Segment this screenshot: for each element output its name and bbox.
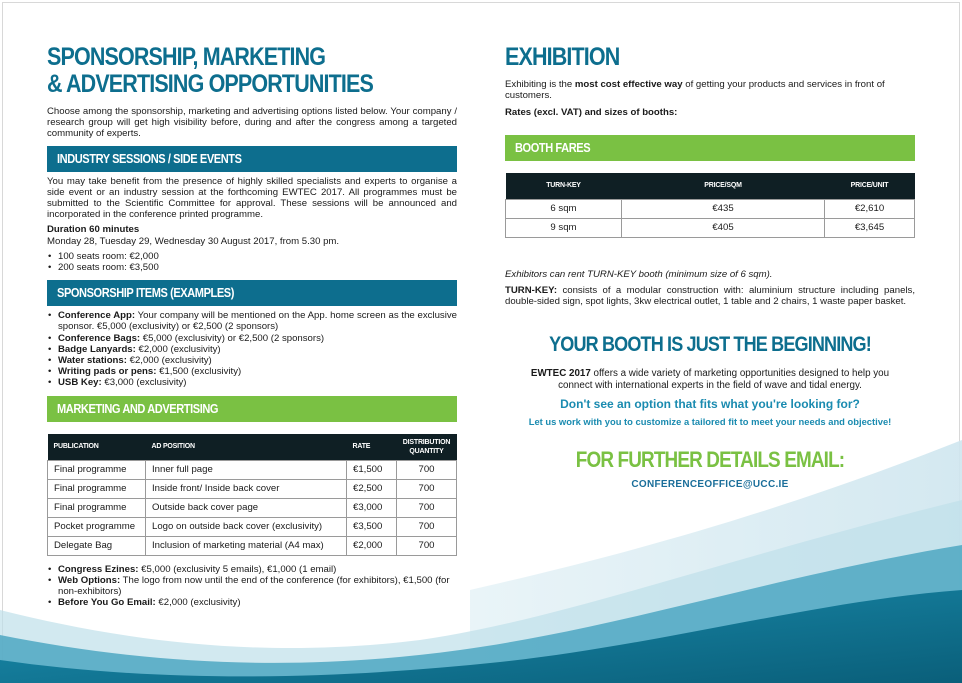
list-item: • Web Options: The logo from now until the end of the conference (for exhibitors), €1,500 (for non-exhibitors) [58, 575, 457, 597]
table-cell: Inclusion of marketing material (A4 max) [146, 536, 347, 555]
column-header: RATE [347, 434, 397, 461]
list-item: • 100 seats room: €2,000 [58, 251, 457, 262]
column-header: PRICE/UNIT [825, 173, 915, 200]
table-row [48, 460, 457, 479]
table-cell: €435 [622, 199, 825, 218]
table-cell: €405 [622, 218, 825, 237]
table-row [506, 218, 915, 237]
table-cell: €2,610 [825, 199, 915, 218]
column-header: DISTRIBUTION QUANTITY [397, 434, 457, 461]
extras-list [47, 564, 457, 609]
dates-text: Monday 28, Tuesday 29, Wednesday 30 August 2017, from 5.30 pm. [47, 235, 340, 247]
table-row [506, 199, 915, 218]
list-item: • Before You Go Email: €2,000 (exclusivity) [58, 597, 457, 608]
turnkey-note: Exhibitors can rent TURN-KEY booth (minimum size of 6 sqm). [505, 268, 773, 280]
left-column [47, 44, 457, 608]
list-item: • Congress Ezines: €5,000 (exclusivity 5 emails), €1,000 (1 email) [58, 564, 457, 575]
marketing-heading: MARKETING AND ADVERTISING [47, 396, 457, 422]
sponsorship-list [47, 310, 457, 388]
table-cell: Logo on outside back cover (exclusivity) [146, 517, 347, 536]
contact-email-link[interactable]: CONFERENCEOFFICE@UCC.IE [631, 479, 789, 491]
list-item: • 200 seats room: €3,500 [58, 262, 457, 273]
table-cell: Final programme [48, 460, 146, 479]
table-cell: €2,000 [347, 536, 397, 555]
column-header: PUBLICATION [48, 434, 146, 461]
column-header: AD POSITION [146, 434, 347, 461]
table-cell: 9 sqm [506, 218, 622, 237]
industry-text: You may take benefit from the presence of highly skilled specialists and experts to organise a side event or an industry session at the forthcoming EWTEC 2017. All programmes must be submitted to the Scientific Committee for approval. These sessions will be announced and incorporated in the conference printed programme. [47, 175, 457, 221]
list-item: • USB Key: €3,000 (exclusivity) [58, 377, 457, 388]
table-cell: Inside front/ Inside back cover [146, 479, 347, 498]
table-header-row [48, 434, 457, 461]
table-cell: 700 [397, 479, 457, 498]
exhibition-intro: Exhibiting is the most cost effective way of getting your products and services in front of customers. [505, 79, 885, 102]
cta-block [505, 333, 915, 490]
rooms-list [47, 251, 457, 273]
table-cell: Outside back cover page [146, 498, 347, 517]
table-row [48, 536, 457, 555]
sponsorship-items-heading: SPONSORSHIP ITEMS (EXAMPLES) [47, 280, 457, 306]
column-header: TURN-KEY [506, 173, 622, 200]
booth-table [505, 173, 915, 238]
turnkey-description: TURN-KEY: consists of a modular construction with: aluminium structure including panels, double-sided sign, spot lights, 3kw electrical outlet, 1 table and 2 chairs, 1 waste paper basket. [505, 284, 915, 308]
table-cell: Final programme [48, 479, 146, 498]
intro-text: Choose among the sponsorship, marketing and advertising options listed below. Your company / research group will get high visibility before, during and after the congress among a targeted community of experts. [47, 106, 457, 140]
cta-text: EWTEC 2017 offers a wide variety of marketing opportunities designed to help you connect with international experts in the field of wave and tidal energy. [530, 368, 890, 392]
booth-fares-heading: BOOTH FARES [505, 135, 915, 161]
table-cell: 700 [397, 517, 457, 536]
table-row [48, 517, 457, 536]
duration-label: Duration 60 minutes [47, 224, 140, 236]
table-cell: Final programme [48, 498, 146, 517]
table-cell: 6 sqm [506, 199, 622, 218]
list-item: • Writing pads or pens: €1,500 (exclusivity) [58, 366, 457, 377]
cta-title: YOUR BOOTH IS JUST THE BEGINNING! [549, 333, 871, 357]
exhibition-title: EXHIBITION [505, 43, 620, 71]
table-cell: €3,645 [825, 218, 915, 237]
industry-heading: INDUSTRY SESSIONS / SIDE EVENTS [47, 146, 457, 172]
table-cell: €1,500 [347, 460, 397, 479]
table-cell: 700 [397, 498, 457, 517]
table-cell: Delegate Bag [48, 536, 146, 555]
marketing-table [47, 434, 457, 556]
table-cell: €3,500 [347, 517, 397, 536]
table-row [48, 498, 457, 517]
list-item: • Conference App: Your company will be mentioned on the App. home screen as the exclusive sponsor. €5,000 (exclusivity) or €2,500 (2 sponsors) [58, 310, 457, 332]
table-cell: 700 [397, 536, 457, 555]
sponsorship-title: SPONSORSHIP, MARKETING & ADVERTISING OPPORTUNITIES [47, 43, 373, 98]
cta-line: Let us work with you to customize a tailored fit to meet your needs and objective! [528, 416, 892, 428]
table-cell: 700 [397, 460, 457, 479]
list-item: • Badge Lanyards: €2,000 (exclusivity) [58, 344, 457, 355]
table-cell: €2,500 [347, 479, 397, 498]
cta-question: Don't see an option that fits what you're looking for? [560, 397, 860, 412]
right-column [505, 44, 915, 490]
rates-label: Rates (excl. VAT) and sizes of booths: [505, 107, 678, 119]
contact-title: FOR FURTHER DETAILS EMAIL: [575, 447, 845, 473]
column-header: PRICE/SQM [622, 173, 825, 200]
list-item: • Conference Bags: €5,000 (exclusivity) or €2,500 (2 sponsors) [58, 333, 457, 344]
table-cell: Inner full page [146, 460, 347, 479]
table-cell: Pocket programme [48, 517, 146, 536]
table-row [48, 479, 457, 498]
list-item: • Water stations: €2,000 (exclusivity) [58, 355, 457, 366]
table-header-row [506, 173, 915, 200]
table-cell: €3,000 [347, 498, 397, 517]
